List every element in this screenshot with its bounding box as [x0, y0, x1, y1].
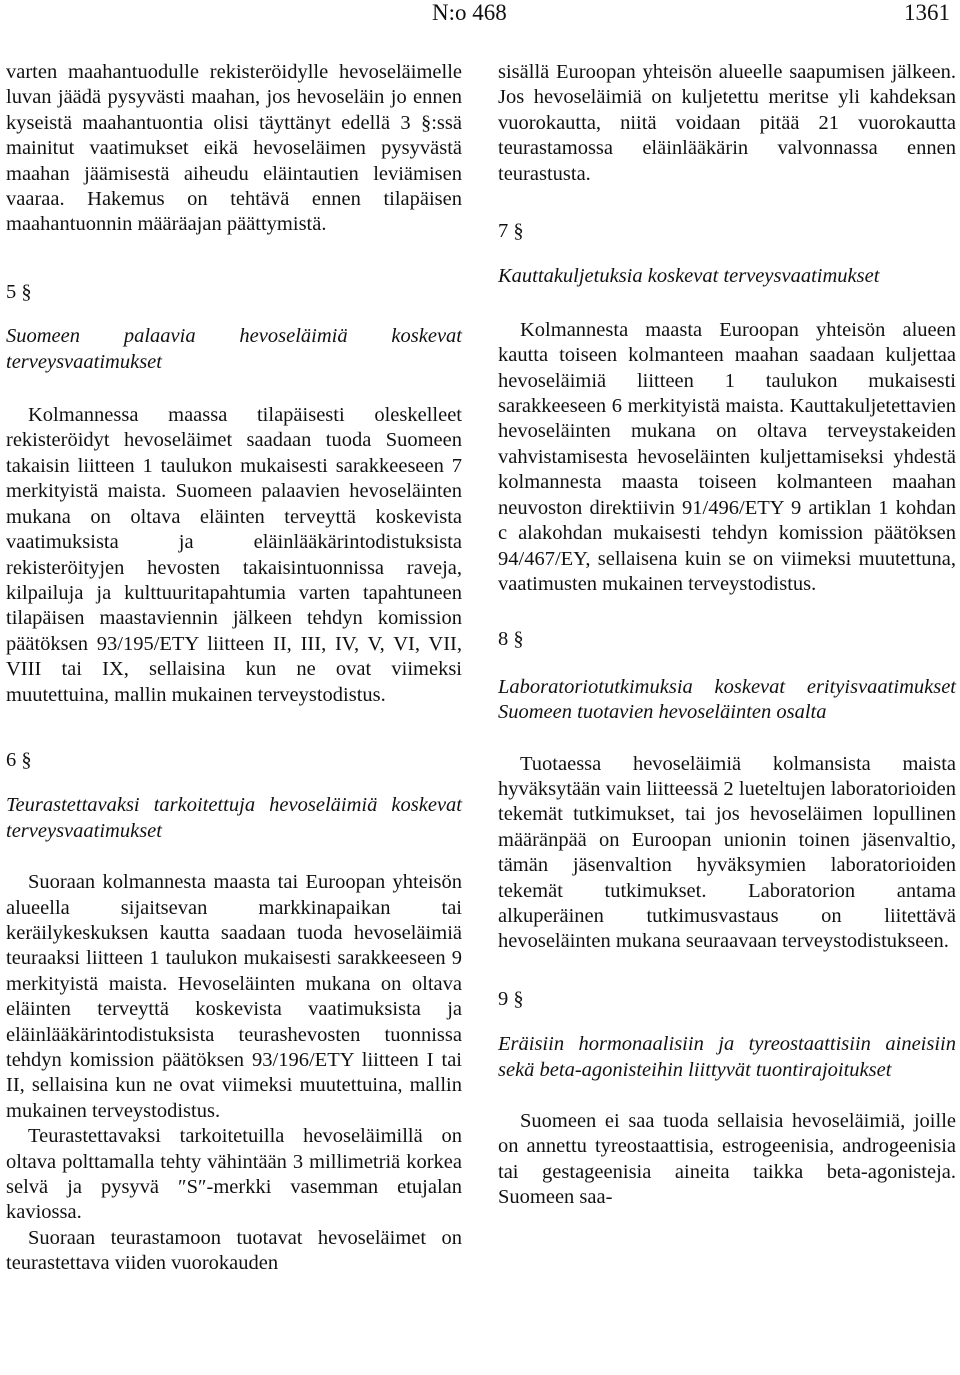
section-5-title: Suomeen palaavia hevoseläimiä koskevat terveysvaatimukset — [6, 325, 462, 373]
section-9-paragraph: Suomeen ei saa tuoda sellaisia hevoseläimiä, joille on annettu tyreostaattisia, estrogeenisia, androgeenisia tai gestageenisia aineita taikka beta-agonisteja. Suomeen saa- — [498, 1110, 956, 1209]
section-8-title: Laboratoriotutkimuksia koskevat erityisvaatimukset Suomeen tuotavien hevoseläinten osalta — [498, 675, 956, 724]
right-column — [498, 60, 956, 1211]
issue-number: N:o 468 — [432, 0, 507, 25]
continued-paragraph: sisällä Euroopan yhteisön alueelle saapumisen jälkeen. Jos hevoseläimiä on kuljetettu meritse yli kahdeksan vuorokautta, niitä voidaan pitää 21 vuorokautta teurastamossa eläinlääkärin valvonnassa ennen teurastusta. — [498, 61, 956, 185]
section-7-title: Kauttakuljetuksia koskevat terveysvaatimukset — [498, 265, 880, 288]
left-column — [6, 60, 462, 1277]
section-6-paragraph-3: Suoraan teurastamoon tuotavat hevoseläimet on teurastettava viiden vuorokauden — [6, 1226, 462, 1275]
section-6-number: 6 § — [6, 748, 32, 771]
opening-paragraph: varten maahantuodulle rekisteröidylle hevoseläimelle luvan jäädä pysyvästi maahan, jos hevoseläin jo ennen kyseistä maahantuontia olisi täyttänyt edellä 3 §:ssä mainitut vaatimukset eikä hevoseläimen pysyvästä maahan jäämisestä aiheudu eläintautien leviämisen vaaraa. Hakemus on tehtävä ennen tilapäisen maahantuonnin määräajan päättymistä. — [6, 61, 462, 236]
section-7-number: 7 § — [498, 220, 524, 243]
section-9-number: 9 § — [498, 987, 524, 1010]
section-6-title: Teurastettavaksi tarkoitettuja hevoseläimiä koskevat terveysvaatimukset — [6, 794, 462, 842]
section-6-paragraph-1: Suoraan kolmannesta maasta tai Euroopan yhteisön alueella sijaitsevan markkinapaikan tai keräilykeskuksen kautta saadaan tuoda hevoseläimiä teuraaksi liitteen 1 taulukon mukaisesti sarakkeeseen 9 merkityistä maista. Hevoseläinten mukana on oltava eläinten terveyttä koskevista vaatimuksista ja eläinlääkärintodistuksista teurashevosten tuonnissa tehdyn komission päätöksen 93/196/ETY liitteen I tai II, sellaisina kun ne ovat viimeksi muutettuina, mallin mukainen terveystodistus. — [6, 871, 462, 1122]
section-6-paragraph-2: Teurastettavaksi tarkoitetuilla hevoseläimillä on oltava polttamalla tehty vähintään 3 millimetriä korkea selvä ja pysyvä ″S″-merkki vasemman etujalan kaviossa. — [6, 1125, 462, 1224]
section-5-number: 5 § — [6, 280, 32, 303]
section-9-title: Eräisiin hormonaalisiin ja tyreostaattisiin aineisiin sekä beta-agonisteihin liittyvät tuontirajoitukset — [498, 1033, 956, 1081]
section-5-paragraph: Kolmannessa maassa tilapäisesti oleskelleet rekisteröidyt hevoseläimet saadaan tuoda Suomeen takaisin liitteen 1 taulukon mukaisesti sarakkeeseen 7 merkityistä maista. Suomeen palaavien hevoseläinten mukana on oltava eläinten terveyttä koskevista vaatimuksista ja eläinlääkärintodistuksista rekisteröityjen hevosten takaisintuonnissa raveja, kilpailuja ja kulttuuritapahtumia varten tapahtuneen tilapäisen maastaviennin jälkeen tehdyn komission päätöksen 93/195/ETY liitteen II, III, IV, V, VI, VII, VIII tai IX, sellaisina kun ne ovat viimeksi muutettuina, mallin mukainen terveystodistus. — [6, 404, 462, 706]
section-8-number: 8 § — [498, 628, 524, 651]
section-7-paragraph: Kolmannesta maasta Euroopan yhteisön alueen kautta toiseen kolmanteen maahan saadaan kuljettaa hevoseläimiä liitteen 1 taulukon mukaisesti sarakkeeseen 6 merkityistä maista. Kauttakuljetettavien hevoseläinten mukana on oltava terveystakeiden vahvistamisesta hevoseläinten kuljettamiseksi yhdestä kolmannesta maasta toiseen kolmanteen maahan neuvoston direktiivin 91/496/ETY 9 artiklan 1 kohdan c alakohdan mukaisesti tehdyn komission päätöksen 94/467/EY, sellaisena kuin se on viimeksi muutettuna, vaatimusten mukainen terveystodistus. — [498, 318, 956, 595]
page-header — [0, 0, 960, 30]
page-number: 1361 — [904, 0, 950, 25]
section-8-paragraph: Tuotaessa hevoseläimiä kolmansista maista hyväksytään vain liitteessä 2 lueteltujen laboratorioiden tekemät tutkimukset, tai jos hevoseläimen lopullinen määränpää on Euroopan unionin toinen jäsenvaltio, tämän jäsenvaltion hyväksymien laboratorioiden tekemät tutkimukset. Laboratorion antama alkuperäinen tutkimusvastaus on liitettävä hevoseläinten mukana seuraavaan terveystodistukseen. — [498, 752, 956, 953]
